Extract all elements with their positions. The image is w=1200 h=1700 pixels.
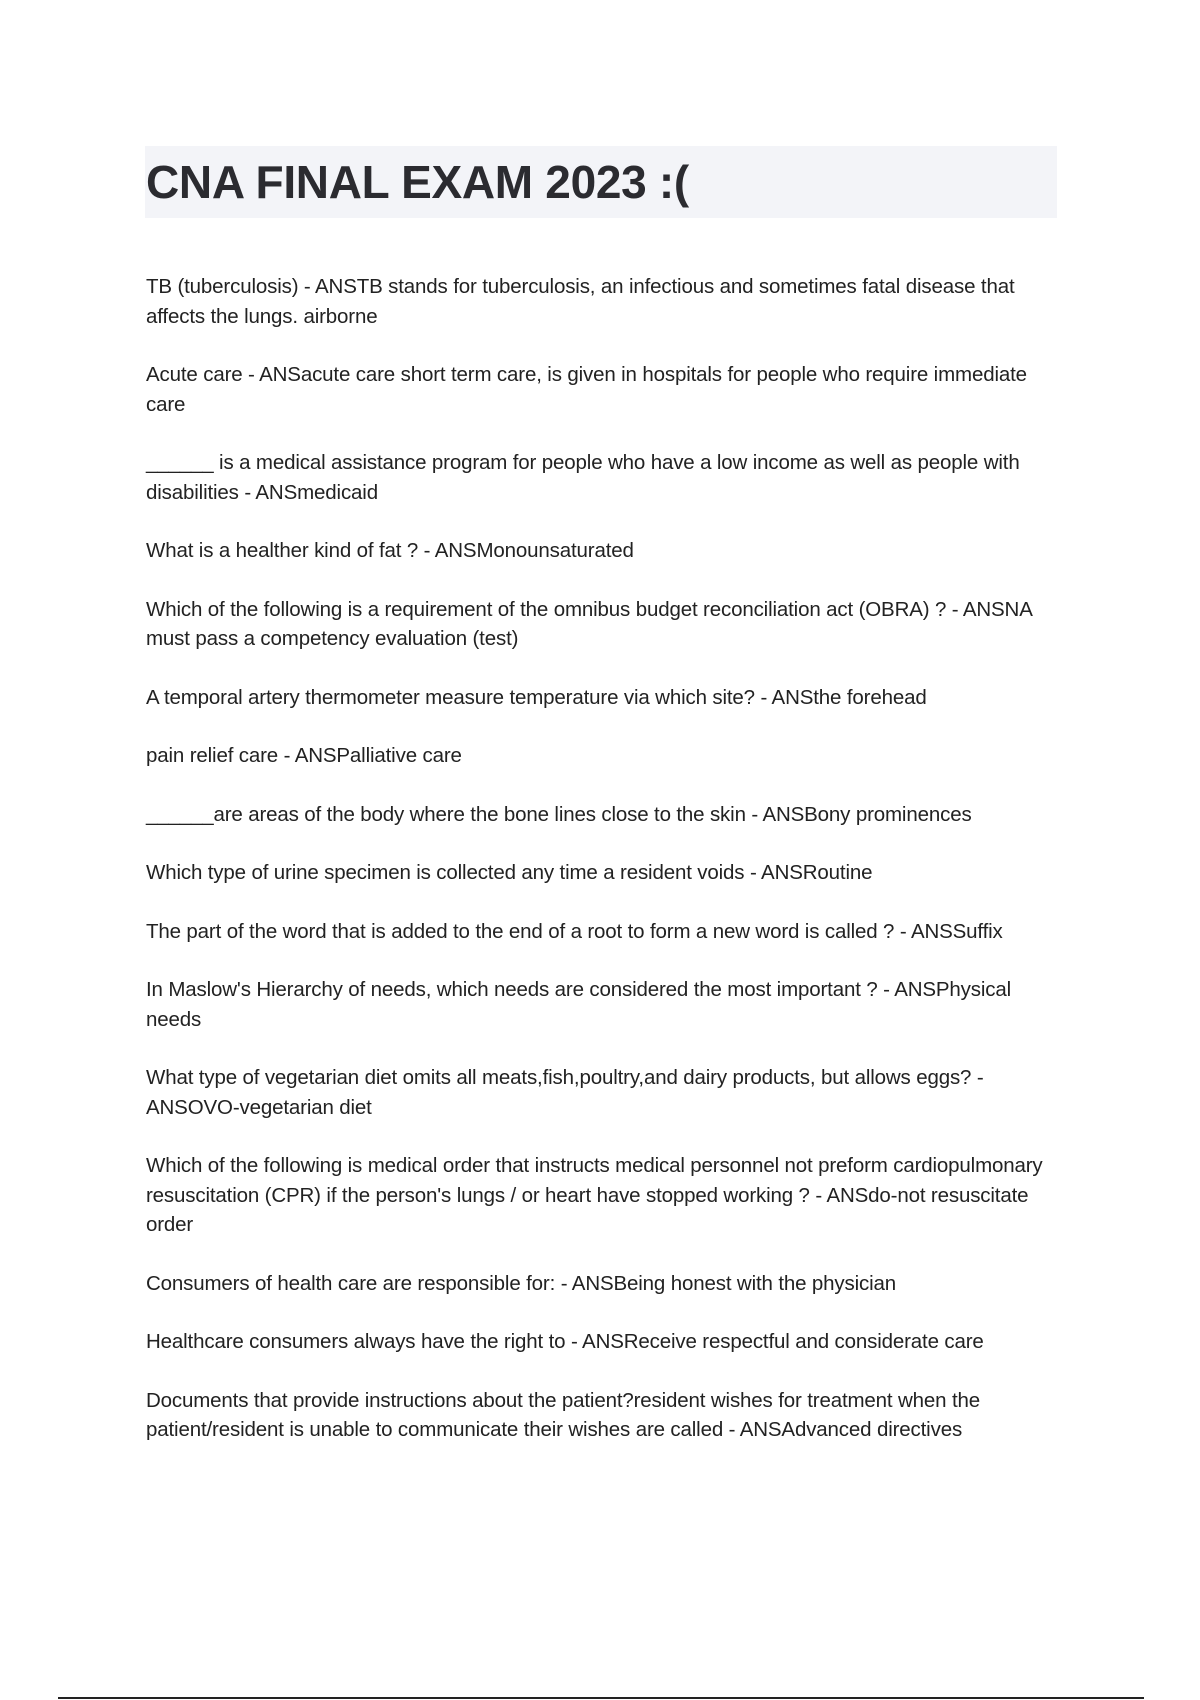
qa-item: ______are areas of the body where the bone lines close to the skin - ANSBony prominences (146, 802, 972, 826)
question-answer-list (146, 272, 1066, 1474)
qa-item: In Maslow's Hierarchy of needs, which needs are considered the most important ? - ANSPhysical needs (146, 978, 1012, 1031)
qa-item: ______ is a medical assistance program for people who have a low income as well as people with disabilities - ANSmedicaid (146, 451, 1020, 504)
qa-item: What type of vegetarian diet omits all meats,fish,poultry,and dairy products, but allows eggs? - ANSOVO-vegetarian diet (146, 1066, 984, 1119)
page-title: CNA FINAL EXAM 2023 :( (146, 156, 689, 208)
qa-item: TB (tuberculosis) - ANSTB stands for tuberculosis, an infectious and sometimes fatal disease that affects the lungs. airborne (146, 275, 1015, 328)
qa-item: A temporal artery thermometer measure temperature via which site? - ANSthe forehead (146, 685, 927, 709)
footer-divider (58, 1697, 1144, 1699)
qa-item: Healthcare consumers always have the right to - ANSReceive respectful and considerate care (146, 1330, 984, 1353)
qa-item: Which of the following is medical order that instructs medical personnel not preform cardiopulmonary resuscitation (CPR) if the person's lungs / or heart have stopped working ? - ANSdo-not resuscitate order (146, 1154, 1043, 1236)
qa-item: Which type of urine specimen is collected any time a resident voids - ANSRoutine (146, 861, 873, 884)
qa-item: Consumers of health care are responsible for: - ANSBeing honest with the physician (146, 1271, 897, 1295)
qa-item: The part of the word that is added to the end of a root to form a new word is called ? - ANSSuffix (146, 919, 1003, 943)
qa-item: pain relief care - ANSPalliative care (146, 744, 462, 767)
qa-item: Which of the following is a requirement of the omnibus budget reconciliation act (OBRA) ? - ANSNA must pass a competency evaluation (test) (146, 597, 1032, 650)
qa-item: Documents that provide instructions about the patient?resident wishes for treatment when the patient/resident is unable to communicate their wishes are called - ANSAdvanced directives (146, 1388, 981, 1441)
qa-item: What is a healther kind of fat ? - ANSMonounsaturated (146, 539, 634, 562)
qa-item: Acute care - ANSacute care short term care, is given in hospitals for people who require immediate care (146, 363, 1027, 416)
